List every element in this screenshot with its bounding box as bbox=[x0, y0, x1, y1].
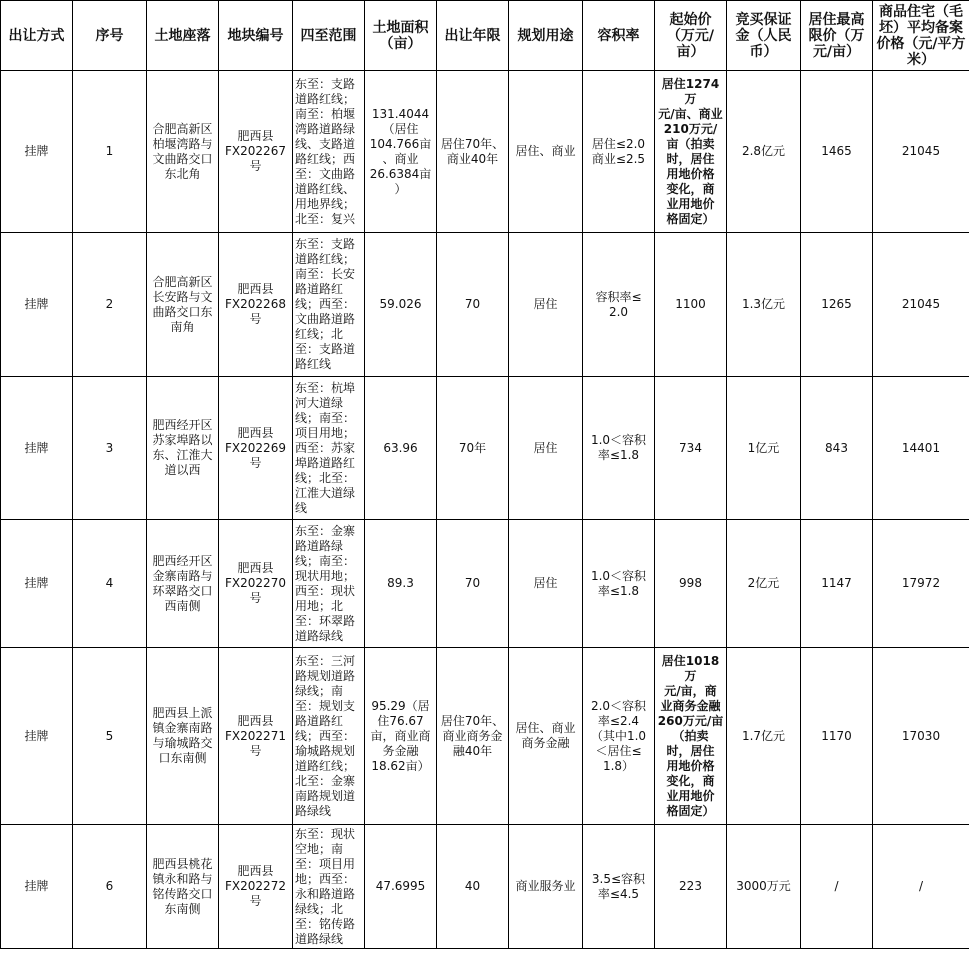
header-bounds: 四至范围 bbox=[293, 1, 365, 71]
cell-location: 肥西经开区 苏家埠路以 东、江淮大 道以西 bbox=[147, 377, 219, 520]
cell-location: 合肥高新区 柏堰湾路与 文曲路交口 东北角 bbox=[147, 71, 219, 233]
cell-term: 40 bbox=[437, 825, 509, 949]
cell-far: 1.0＜容积 率≤1.8 bbox=[583, 377, 655, 520]
cell-avg-price: 21045 bbox=[873, 233, 969, 377]
header-max-price: 居住最高 限价（万 元/亩） bbox=[801, 1, 873, 71]
cell-deposit: 1.3亿元 bbox=[727, 233, 801, 377]
cell-term: 70年 bbox=[437, 377, 509, 520]
cell-start-price: 223 bbox=[655, 825, 727, 949]
cell-start-price: 居住1274万 元/亩、商业 210万元/ 亩（拍卖 时，居住 用地价格 变化，商 业用地价 格固定） bbox=[655, 71, 727, 233]
cell-deposit: 2亿元 bbox=[727, 520, 801, 648]
header-term: 出让年限 bbox=[437, 1, 509, 71]
cell-method: 挂牌 bbox=[1, 377, 73, 520]
cell-far: 2.0＜容积 率≤2.4 （其中1.0 ＜居住≤ 1.8） bbox=[583, 648, 655, 825]
table-row bbox=[1, 233, 969, 377]
cell-start-price: 1100 bbox=[655, 233, 727, 377]
cell-deposit: 1.7亿元 bbox=[727, 648, 801, 825]
cell-code: 肥西县 FX202268 号 bbox=[219, 233, 293, 377]
cell-use: 居住、商业 商务金融 bbox=[509, 648, 583, 825]
cell-use: 居住 bbox=[509, 233, 583, 377]
cell-bounds: 东至：杭埠 河大道绿 线；南至： 项目用地； 西至：苏家 埠路道路红 线；北至： 江淮大道绿 线 bbox=[293, 377, 365, 520]
header-far: 容积率 bbox=[583, 1, 655, 71]
cell-term: 70 bbox=[437, 233, 509, 377]
cell-code: 肥西县 FX202267 号 bbox=[219, 71, 293, 233]
cell-start-price: 居住1018万 元/亩，商 业商务金融 260万元/亩 （拍卖 时，居住 用地价格 变化，商 业用地价 格固定） bbox=[655, 648, 727, 825]
cell-location: 肥西县上派 镇金寨南路 与瑜城路交 口东南侧 bbox=[147, 648, 219, 825]
header-avg-price: 商品住宅（毛 坯）平均备案 价格（元/平方 米） bbox=[873, 1, 969, 71]
cell-bounds: 东至：现状 空地；南 至：项目用 地；西至： 永和路道路 绿线；北 至：铭传路 道路绿线 bbox=[293, 825, 365, 949]
cell-code: 肥西县 FX202269 号 bbox=[219, 377, 293, 520]
cell-deposit: 1亿元 bbox=[727, 377, 801, 520]
header-deposit: 竞买保证 金（人民 币） bbox=[727, 1, 801, 71]
cell-max-price: 1147 bbox=[801, 520, 873, 648]
table-row bbox=[1, 71, 969, 233]
cell-no: 1 bbox=[73, 71, 147, 233]
cell-term: 居住70年、 商业40年 bbox=[437, 71, 509, 233]
cell-bounds: 东至：支路 道路红线； 南至：柏堰 湾路道路绿 线、支路道 路红线；西 至：文曲路 道路红线、 用地界线； 北至：复兴 bbox=[293, 71, 365, 233]
cell-start-price: 998 bbox=[655, 520, 727, 648]
cell-max-price: 1465 bbox=[801, 71, 873, 233]
cell-area: 59.026 bbox=[365, 233, 437, 377]
cell-max-price: / bbox=[801, 825, 873, 949]
cell-no: 5 bbox=[73, 648, 147, 825]
cell-code: 肥西县 FX202272 号 bbox=[219, 825, 293, 949]
cell-avg-price: 21045 bbox=[873, 71, 969, 233]
cell-far: 居住≤2.0 商业≤2.5 bbox=[583, 71, 655, 233]
cell-use: 商业服务业 bbox=[509, 825, 583, 949]
cell-no: 4 bbox=[73, 520, 147, 648]
cell-method: 挂牌 bbox=[1, 233, 73, 377]
table-row bbox=[1, 377, 969, 520]
cell-term: 70 bbox=[437, 520, 509, 648]
cell-bounds: 东至：三河 路规划道路 绿线；南 至：规划支 路道路红 线；西至： 瑜城路规划 道路红线； 北至：金寨 南路规划道 路绿线 bbox=[293, 648, 365, 825]
header-code: 地块编号 bbox=[219, 1, 293, 71]
cell-area: 89.3 bbox=[365, 520, 437, 648]
cell-bounds: 东至：金寨 路道路绿 线；南至： 现状用地； 西至：现状 用地；北 至：环翠路 道路绿线 bbox=[293, 520, 365, 648]
cell-no: 6 bbox=[73, 825, 147, 949]
cell-use: 居住、商业 bbox=[509, 71, 583, 233]
cell-deposit: 2.8亿元 bbox=[727, 71, 801, 233]
cell-term: 居住70年、 商业商务金 融40年 bbox=[437, 648, 509, 825]
cell-method: 挂牌 bbox=[1, 71, 73, 233]
cell-max-price: 1170 bbox=[801, 648, 873, 825]
cell-bounds: 东至：支路 道路红线； 南至：长安 路道路红 线；西至： 文曲路道路 红线；北 至：支路道 路红线 bbox=[293, 233, 365, 377]
cell-no: 3 bbox=[73, 377, 147, 520]
cell-area: 47.6995 bbox=[365, 825, 437, 949]
cell-area: 95.29（居 住76.67 亩，商业商 务金融 18.62亩） bbox=[365, 648, 437, 825]
cell-deposit: 3000万元 bbox=[727, 825, 801, 949]
table-row bbox=[1, 520, 969, 648]
cell-far: 1.0＜容积 率≤1.8 bbox=[583, 520, 655, 648]
table-row bbox=[1, 825, 969, 949]
header-method: 出让方式 bbox=[1, 1, 73, 71]
cell-max-price: 843 bbox=[801, 377, 873, 520]
table-row bbox=[1, 648, 969, 825]
header-use: 规划用途 bbox=[509, 1, 583, 71]
cell-far: 容积率≤ 2.0 bbox=[583, 233, 655, 377]
header-start-price: 起始价 （万元/ 亩） bbox=[655, 1, 727, 71]
cell-avg-price: / bbox=[873, 825, 969, 949]
cell-area: 63.96 bbox=[365, 377, 437, 520]
header-no: 序号 bbox=[73, 1, 147, 71]
cell-use: 居住 bbox=[509, 520, 583, 648]
cell-location: 肥西经开区 金寨南路与 环翠路交口 西南侧 bbox=[147, 520, 219, 648]
cell-avg-price: 17030 bbox=[873, 648, 969, 825]
cell-far: 3.5≤容积 率≤4.5 bbox=[583, 825, 655, 949]
cell-method: 挂牌 bbox=[1, 520, 73, 648]
cell-code: 肥西县 FX202271 号 bbox=[219, 648, 293, 825]
cell-code: 肥西县 FX202270 号 bbox=[219, 520, 293, 648]
cell-location: 合肥高新区 长安路与文 曲路交口东 南角 bbox=[147, 233, 219, 377]
header-row bbox=[1, 1, 969, 71]
header-area: 土地面积 （亩） bbox=[365, 1, 437, 71]
cell-start-price: 734 bbox=[655, 377, 727, 520]
cell-avg-price: 14401 bbox=[873, 377, 969, 520]
cell-area: 131.4044 （居住 104.766亩 、商业 26.6384亩 ） bbox=[365, 71, 437, 233]
cell-max-price: 1265 bbox=[801, 233, 873, 377]
cell-method: 挂牌 bbox=[1, 648, 73, 825]
cell-location: 肥西县桃花 镇永和路与 铭传路交口 东南侧 bbox=[147, 825, 219, 949]
cell-no: 2 bbox=[73, 233, 147, 377]
cell-use: 居住 bbox=[509, 377, 583, 520]
cell-method: 挂牌 bbox=[1, 825, 73, 949]
cell-avg-price: 17972 bbox=[873, 520, 969, 648]
header-location: 土地座落 bbox=[147, 1, 219, 71]
